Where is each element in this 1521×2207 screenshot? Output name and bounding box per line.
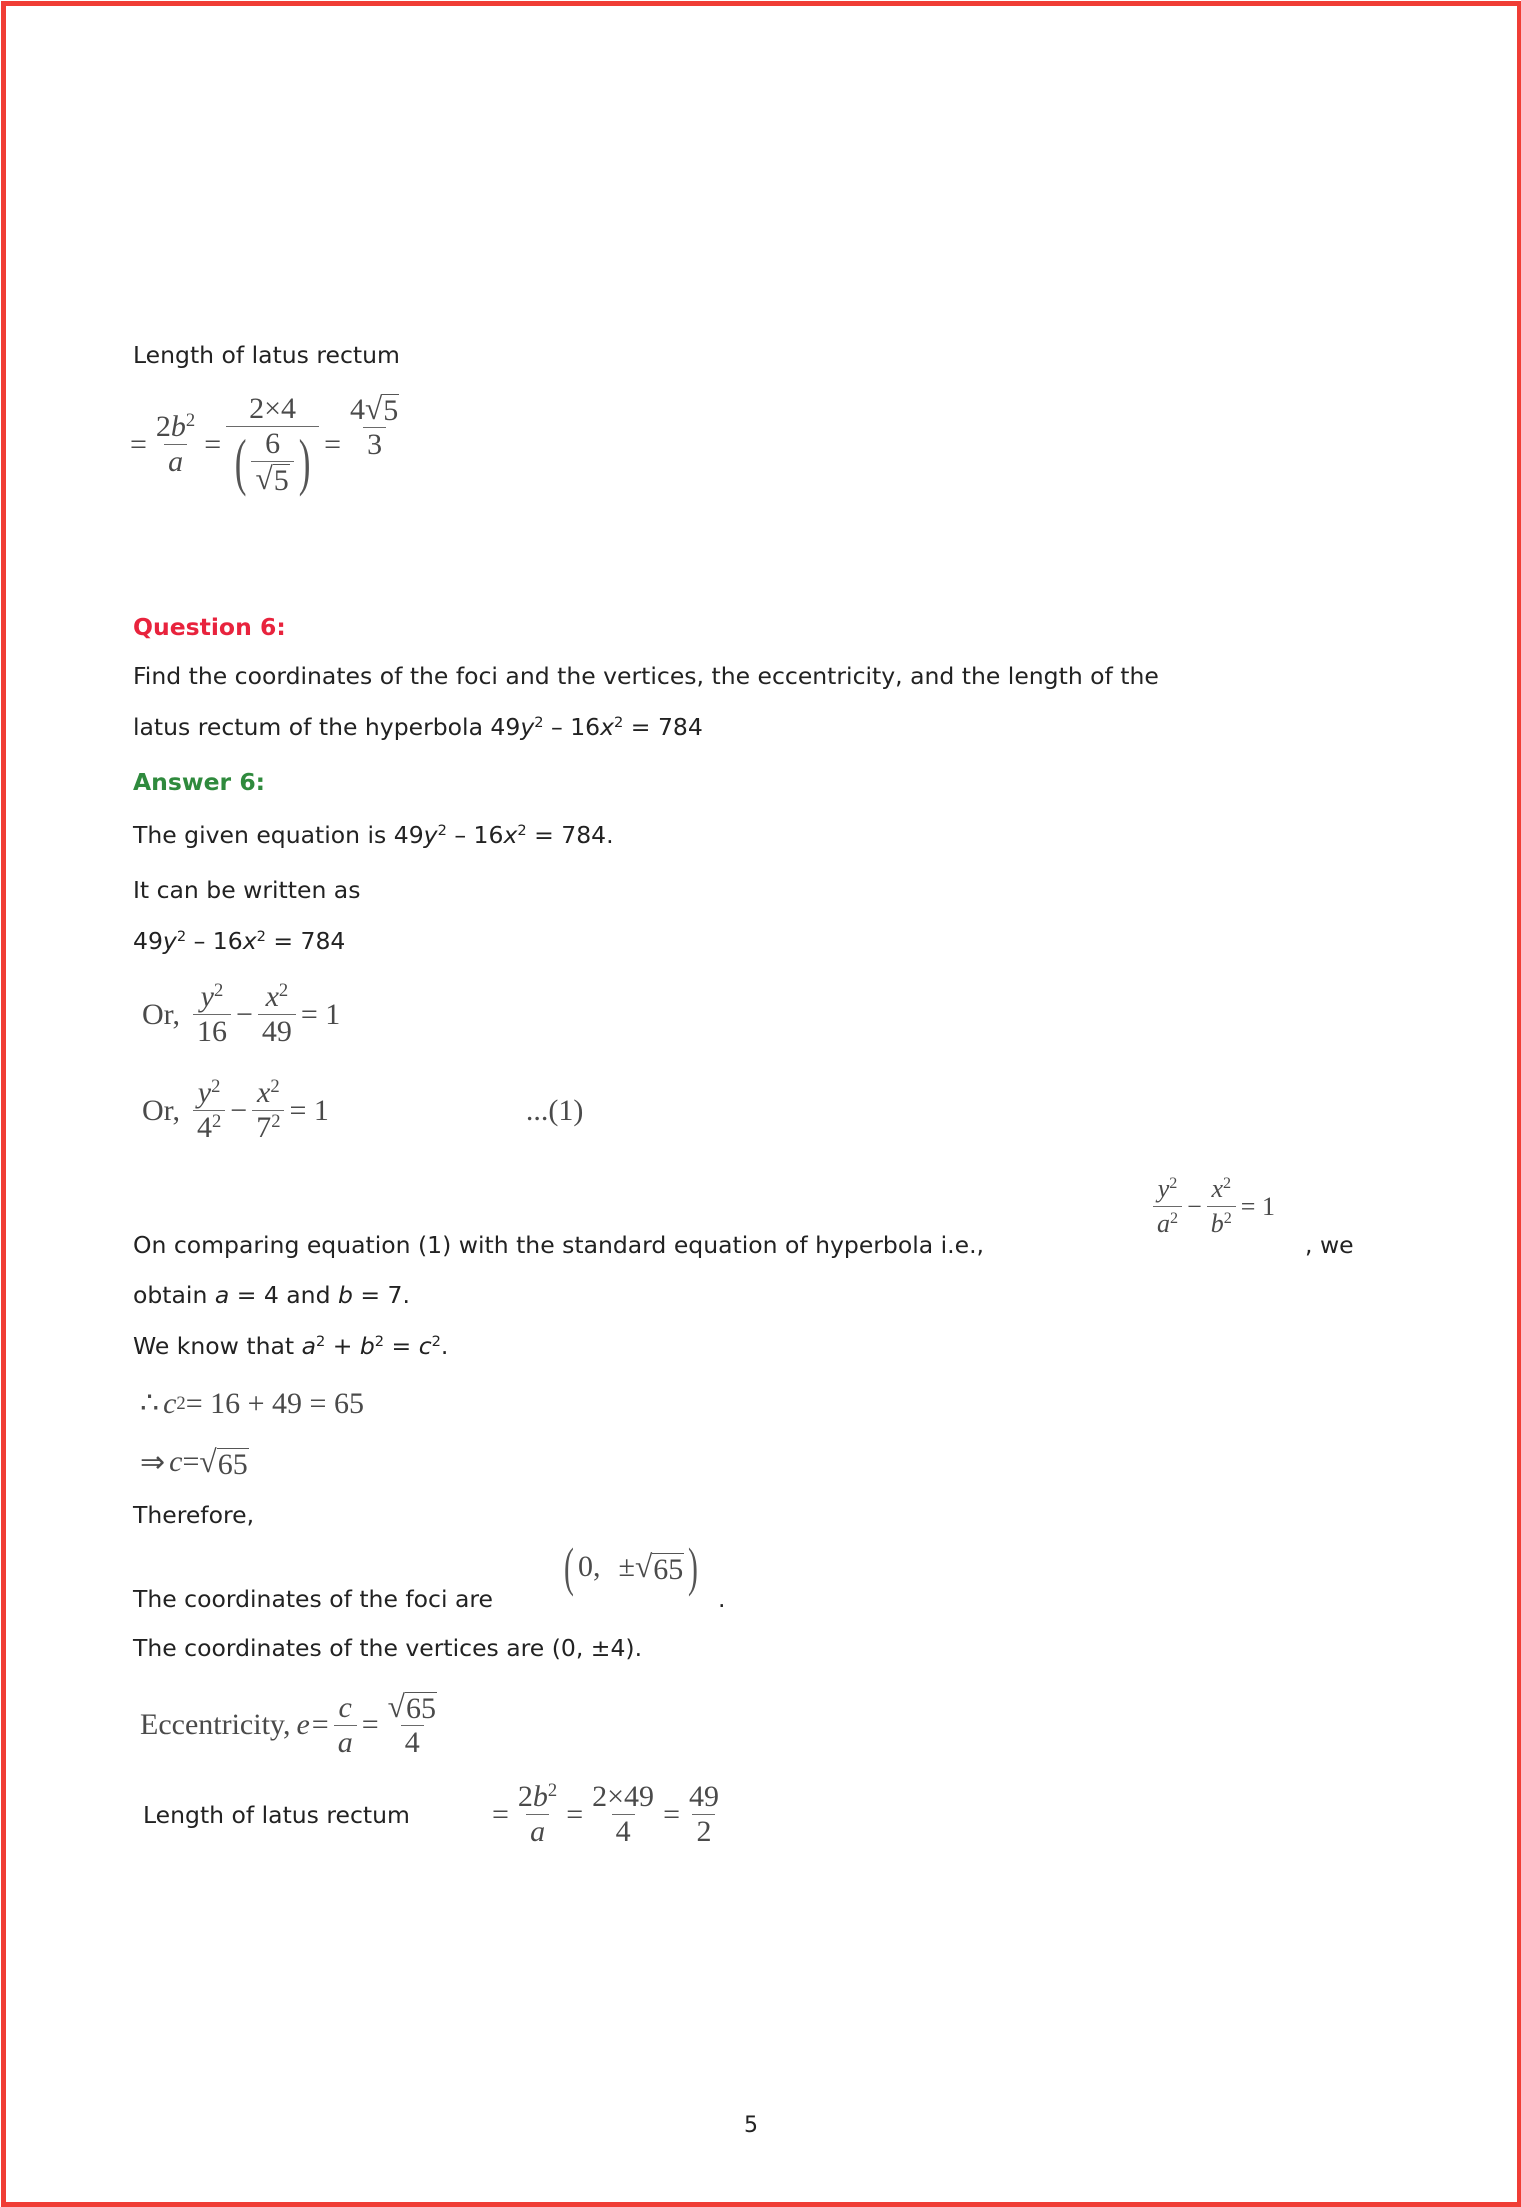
equals-sign: =: [566, 1797, 584, 1831]
answer-written-as: It can be written as: [133, 876, 361, 904]
exponent: 2: [614, 714, 624, 731]
var-a: a: [168, 445, 184, 478]
equation-c-value: [140, 1444, 249, 1480]
fraction-2b2-over-a: [514, 1780, 561, 1849]
sqrt-icon: √ 5: [364, 391, 399, 427]
denominator: 2: [692, 1814, 715, 1849]
or-label: Or,: [142, 1093, 180, 1127]
sqrt-icon: √ 5: [255, 461, 289, 497]
var-x: x: [503, 821, 518, 849]
text: 49: [133, 927, 163, 955]
var-y: y: [423, 821, 438, 849]
exponent: 2: [534, 714, 544, 731]
minus-sign: −: [235, 997, 253, 1031]
denominator: 4: [612, 1814, 635, 1849]
exponent: 2: [176, 928, 187, 945]
question-text-line2: [133, 712, 703, 742]
exponent: 2: [374, 1333, 385, 1350]
var-a: a: [1157, 1209, 1170, 1238]
text: = 7.: [352, 1281, 410, 1309]
exponent: 2: [1223, 1210, 1232, 1228]
fraction-2b2-over-a: [152, 410, 199, 479]
equation-c-squared: ∴ c 2 = 16 + 49 = 65: [140, 1386, 364, 1420]
standard-hyperbola-equation: [1150, 1172, 1277, 1241]
exponent: 2: [211, 1075, 221, 1097]
question-heading: Question 6:: [133, 613, 286, 641]
answer-obtain-values: [133, 1280, 410, 1310]
foci-value: [560, 1537, 702, 1597]
fraction-49-over-2: [685, 1780, 723, 1849]
exponent: 2: [1223, 1175, 1232, 1193]
numerator: 2×49: [592, 1780, 655, 1813]
answer-know-relation: [133, 1331, 448, 1361]
answer-compare-tail: , we: [1305, 1231, 1354, 1259]
var-a: a: [214, 1281, 230, 1309]
text: obtain: [133, 1281, 215, 1309]
exponent: 2: [271, 1110, 281, 1132]
exponent: 2: [517, 822, 527, 839]
fraction-x2-over-b2: [1207, 1172, 1236, 1241]
numerator: 49: [688, 1780, 719, 1813]
eccentricity-label: Eccentricity,: [140, 1708, 291, 1741]
answer-equation: [133, 926, 345, 956]
var-a: a: [337, 1725, 353, 1759]
exponent: 2: [270, 1075, 280, 1097]
fraction-2x4-over-6-root5: 2×4 ( 6 √ 5 ): [226, 392, 319, 497]
text: – 16: [543, 713, 601, 741]
var-a: a: [301, 1332, 316, 1360]
numerator: 6: [265, 427, 281, 460]
text: = 784.: [526, 821, 614, 849]
fraction-4root5-over-3: [346, 392, 403, 462]
question-text-line1: Find the coordinates of the foci and the vertices, the eccentricity, and the length of the: [133, 662, 1159, 690]
text: = 16 + 49 = 65: [185, 1386, 364, 1420]
sqrt-icon: √ 65: [387, 1689, 436, 1725]
var-x: x: [242, 927, 257, 955]
equation-tag: ...(1): [525, 1093, 584, 1127]
text: +: [325, 1332, 360, 1360]
text: = 4 and: [229, 1281, 338, 1309]
equals-sign: =: [204, 427, 222, 461]
exponent: 2: [256, 928, 266, 945]
exponent: 2: [437, 822, 447, 839]
equals-sign: =: [130, 427, 147, 461]
fraction-y2-over-a2: [1153, 1172, 1182, 1241]
fraction-y2-over-4squared: [193, 1076, 225, 1145]
exponent: 2: [431, 1333, 441, 1350]
exponent: 2: [211, 1110, 222, 1132]
text: The given equation is 49: [133, 821, 424, 849]
var-y: y: [197, 1076, 212, 1109]
fraction-y2-over-16: [193, 980, 231, 1049]
var-c: c: [163, 1386, 177, 1420]
exponent: 2: [547, 1779, 558, 1801]
answer-given-equation: [133, 820, 614, 850]
var-b: b: [337, 1281, 353, 1309]
answer-heading: Answer 6:: [133, 768, 266, 796]
therefore-icon: ∴: [140, 1387, 160, 1420]
coef: 2: [155, 410, 171, 443]
denominator: 16: [193, 1014, 231, 1049]
or-label: Or,: [142, 997, 180, 1031]
sqrt-icon: √ 65: [199, 1444, 248, 1481]
var-x: x: [1211, 1174, 1223, 1203]
implies-icon: ⇒: [140, 1445, 166, 1479]
text: =: [384, 1332, 419, 1360]
text: We know that: [133, 1332, 302, 1360]
exponent: 2: [1169, 1175, 1178, 1193]
equation-or-1: [142, 980, 342, 1049]
radicand: 65: [217, 1447, 248, 1481]
radicand: 65: [405, 1691, 436, 1725]
text: =: [182, 1445, 200, 1478]
var-b: b: [359, 1332, 375, 1360]
exponent: 2: [278, 979, 289, 1001]
text: – 16: [186, 927, 243, 955]
sqrt-icon: √ 65: [634, 1549, 684, 1586]
fraction-c-over-a: [334, 1691, 357, 1760]
equals-one: = 1: [1240, 1191, 1275, 1221]
var-a: a: [530, 1815, 546, 1848]
fraction-2x49-over-4: [588, 1780, 658, 1849]
var-b: b: [532, 1780, 548, 1813]
exponent: 2: [315, 1333, 326, 1350]
minus-sign: −: [230, 1093, 248, 1127]
var-b: b: [170, 410, 186, 443]
denominator: 4: [196, 1111, 212, 1144]
numerator: 2×4: [249, 392, 297, 425]
radicand: 5: [273, 463, 289, 497]
exponent: 2: [1170, 1210, 1179, 1228]
latus-rectum-label-prev: Length of latus rectum: [133, 341, 400, 369]
minus-sign: −: [1187, 1191, 1202, 1221]
answer-therefore: Therefore,: [133, 1501, 255, 1529]
denominator: 7: [256, 1111, 272, 1144]
equals-one: = 1: [289, 1093, 329, 1127]
latus-rectum-formula-prev: [128, 392, 406, 497]
equation-latus-rectum: [490, 1780, 726, 1849]
equation-eccentricity: [140, 1690, 444, 1760]
var-c: c: [169, 1445, 183, 1478]
text: .: [440, 1332, 449, 1360]
equation-or-2: [142, 1076, 583, 1145]
answer-foci-tail: .: [718, 1585, 726, 1613]
text: = 784: [623, 713, 703, 741]
var-c: c: [418, 1332, 432, 1360]
equals-sign: =: [324, 427, 341, 461]
var-y: y: [162, 927, 177, 955]
denominator: 4: [401, 1725, 424, 1760]
radicand: 65: [653, 1552, 684, 1586]
page-number: 5: [744, 2113, 758, 2138]
answer-compare-text: On comparing equation (1) with the standard equation of hyperbola i.e.,: [133, 1231, 985, 1259]
exponent: 2: [213, 979, 224, 1001]
coef: 4: [349, 393, 365, 426]
plus-minus-icon: ±: [618, 1550, 635, 1583]
coef: 2: [517, 1780, 533, 1813]
var-x: x: [265, 980, 279, 1013]
var-c: c: [338, 1690, 352, 1724]
text: – 16: [446, 821, 504, 849]
answer-vertices: The coordinates of the vertices are (0, ±4).: [133, 1634, 643, 1662]
equals-sign: =: [311, 1708, 329, 1741]
latus-rectum-label: Length of latus rectum: [143, 1801, 410, 1829]
exponent: 2: [185, 409, 196, 431]
var-y: y: [1157, 1174, 1170, 1203]
text: = 784: [265, 927, 346, 955]
paren-open: (: [564, 1537, 574, 1597]
denominator: 49: [258, 1014, 296, 1049]
var-e: e: [296, 1708, 310, 1741]
var-x: x: [257, 1076, 271, 1109]
equals-sign: =: [361, 1708, 379, 1741]
var-b: b: [1210, 1209, 1224, 1238]
text: 0,: [577, 1550, 601, 1583]
radicand: 5: [383, 393, 399, 427]
equals-sign: =: [492, 1797, 509, 1831]
answer-foci-text: The coordinates of the foci are: [133, 1585, 493, 1613]
fraction-x2-over-7squared: [252, 1076, 284, 1145]
fraction-root65-over-4: [384, 1690, 441, 1760]
var-x: x: [600, 713, 615, 741]
text: latus rectum of the hyperbola 49: [133, 713, 521, 741]
fraction-x2-over-49: [258, 980, 296, 1049]
equals-one: = 1: [300, 997, 341, 1031]
equals-sign: =: [663, 1797, 680, 1831]
var-y: y: [200, 980, 214, 1013]
denominator: 3: [363, 427, 386, 462]
paren-close: ): [688, 1537, 699, 1597]
var-y: y: [520, 713, 535, 741]
